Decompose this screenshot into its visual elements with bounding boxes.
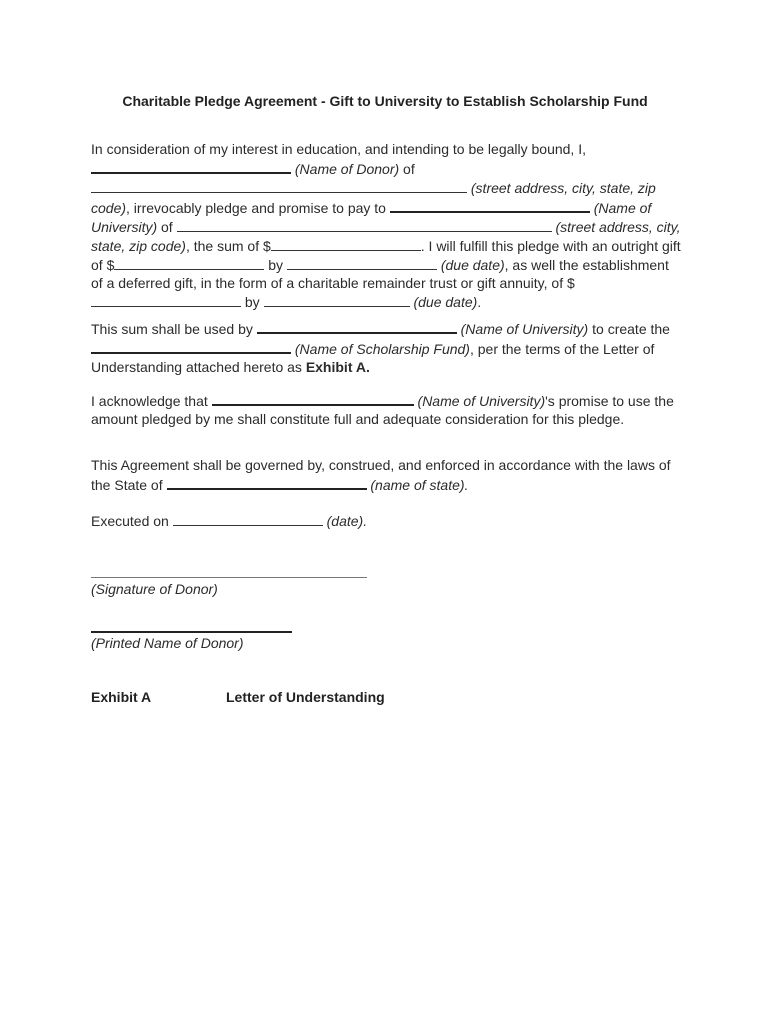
usage-university-blank[interactable] <box>257 318 457 334</box>
period: . <box>477 294 482 310</box>
printed-name-caption: (Printed Name of Donor) <box>91 635 244 651</box>
university-address-label: (street address, city, state, zip code) <box>91 219 681 254</box>
deferred-gift-amount-blank[interactable] <box>91 292 241 307</box>
intro-text: In consideration of my interest in education, and intending to be legally bound, I, <box>91 141 586 157</box>
university-address-blank[interactable] <box>177 217 552 232</box>
exhibit-reference: Exhibit A. <box>305 359 370 375</box>
signature-caption: (Signature of Donor) <box>91 581 218 597</box>
executed-date-blank[interactable] <box>173 511 323 526</box>
state-name-label: (name of state). <box>370 477 469 493</box>
to-create-text: to create the <box>588 321 670 337</box>
signature-line[interactable] <box>91 577 367 578</box>
usage-paragraph <box>91 318 681 376</box>
donor-address-blank[interactable] <box>91 178 467 193</box>
exhibit-title: Letter of Understanding <box>226 689 385 705</box>
document-title: Charitable Pledge Agreement - Gift to University to Establish Scholarship Fund <box>122 93 648 109</box>
usage-university-label: (Name of University) <box>460 321 589 337</box>
terms-text: , per the terms of the Letter of Understanding attached hereto as <box>91 341 655 375</box>
university-name-label: (Name of University) <box>91 200 652 235</box>
usage-start-text: This sum shall be used by <box>91 321 257 337</box>
deferred-due-date-blank[interactable] <box>264 292 410 307</box>
acknowledge-rest-text: 's promise to use the amount pledged by me shall constitute full and adequate consideration for this pledge. <box>91 393 674 427</box>
sum-of-text: , the sum of $ <box>185 238 271 254</box>
donor-address-label: (street address, city, state, zip code) <box>91 180 656 216</box>
by-text-2: by <box>241 294 264 310</box>
of-text-2: of <box>157 219 173 235</box>
acknowledge-university-blank[interactable] <box>212 390 414 406</box>
deferred-gift-text: , as well the establishment of a deferred gift, in the form of a charitable remainder trust or gift annuity, of $ <box>91 257 669 291</box>
executed-date-label: (date). <box>326 513 368 529</box>
acknowledge-start-text: I acknowledge that <box>91 393 212 409</box>
governing-law-text: This Agreement shall be governed by, construed, and enforced in accordance with the laws of the State of <box>91 457 671 493</box>
of-text: of <box>399 161 415 177</box>
donor-name-blank[interactable] <box>91 158 291 174</box>
scholarship-fund-blank[interactable] <box>91 338 291 354</box>
outright-gift-blank[interactable] <box>114 255 264 270</box>
governing-law-paragraph <box>91 456 681 494</box>
scholarship-fund-label: (Name of Scholarship Fund) <box>294 341 470 357</box>
pledge-paragraph <box>91 140 681 311</box>
fulfill-text: . I will fulfill this pledge with an outright gift of $ <box>91 238 681 273</box>
university-name-blank[interactable] <box>390 197 590 213</box>
by-text: by <box>264 257 287 273</box>
sum-amount-blank[interactable] <box>271 236 421 251</box>
outright-due-date-blank[interactable] <box>287 255 437 270</box>
acknowledge-university-label: (Name of University) <box>417 393 546 409</box>
acknowledgement-paragraph <box>91 390 681 428</box>
pledge-text: , irrevocably pledge and promise to pay to <box>126 200 386 216</box>
donor-name-label: (Name of Donor) <box>294 161 400 177</box>
exhibit-label: Exhibit A <box>91 689 152 705</box>
executed-on-text: Executed on <box>91 513 173 529</box>
state-name-blank[interactable] <box>167 474 367 490</box>
due-date-label-2: (due date) <box>413 294 478 310</box>
executed-paragraph <box>91 511 681 530</box>
due-date-label: (due date) <box>440 257 505 273</box>
printed-name-line[interactable] <box>91 631 292 633</box>
